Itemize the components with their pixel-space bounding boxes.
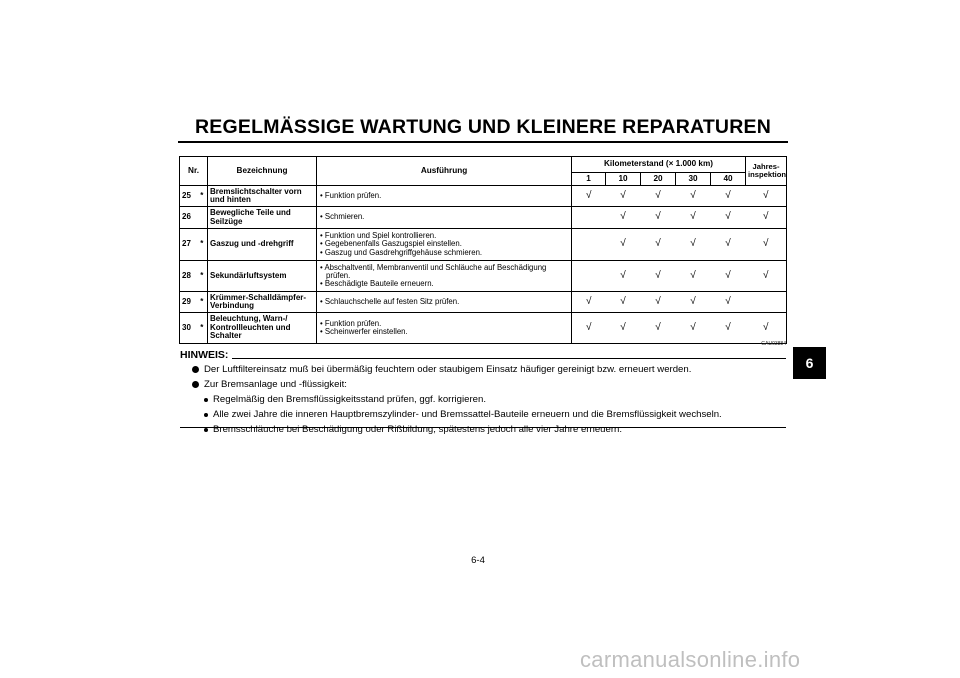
check-cell: √: [641, 261, 676, 292]
check-cell: √: [746, 207, 787, 229]
row-number: 29: [180, 292, 197, 313]
check-cell: √: [641, 229, 676, 261]
header-nr: Nr.: [180, 157, 208, 186]
check-cell: √: [641, 186, 676, 207]
watermark: carmanualsonline.info: [580, 647, 801, 672]
check-cell: √: [676, 313, 711, 344]
check-cell: √: [641, 292, 676, 313]
check-cell: [746, 292, 787, 313]
row-name: Sekundärluftsystem: [208, 261, 317, 292]
note-text: Der Luftfiltereinsatz muß bei übermäßig feuchtem oder staubigem Einsatz häufiger gereinigt bzw. erneuert werden.: [204, 364, 692, 375]
small-bullet-icon: [204, 398, 208, 402]
small-bullet-icon: [204, 413, 208, 417]
header-km-10: 10: [606, 173, 641, 186]
header-km-1: 1: [572, 173, 606, 186]
row-star: [197, 207, 208, 229]
check-cell: √: [711, 261, 746, 292]
check-cell: √: [746, 261, 787, 292]
check-cell: √: [606, 292, 641, 313]
row-action: [317, 313, 572, 344]
header-km-40: 40: [711, 173, 746, 186]
note-subitem: [180, 407, 786, 422]
action-line: • Gaszug und Gasdrehgriffgehäuse schmieren.: [320, 247, 483, 257]
note-item: [180, 362, 786, 377]
check-cell: √: [606, 229, 641, 261]
check-cell: √: [676, 229, 711, 261]
table-row: [180, 261, 787, 292]
check-cell: √: [641, 313, 676, 344]
note-item: [180, 377, 786, 392]
notes-header: [180, 349, 786, 362]
row-star: *: [197, 292, 208, 313]
header-name: Bezeichnung: [208, 157, 317, 186]
check-cell: √: [676, 292, 711, 313]
action-line: • Funktion prüfen.: [320, 190, 382, 200]
table-row: [180, 292, 787, 313]
row-name: Krümmer-Schalldämpfer-Verbindung: [208, 292, 317, 313]
check-cell: √: [572, 186, 606, 207]
notes-label: HINWEIS:: [180, 349, 232, 361]
action-line: • Abschaltventil, Membranventil und Schläuche auf Beschädigung prüfen.: [320, 262, 547, 280]
title-rule: [178, 141, 788, 143]
table-row: [180, 186, 787, 207]
row-action: [317, 229, 572, 261]
row-action: [317, 207, 572, 229]
check-cell: √: [711, 207, 746, 229]
section-tab: 6: [793, 347, 826, 379]
note-text: Bremsschläuche bei Beschädigung oder Rißbildung, spätestens jedoch alle vier Jahre erneuern.: [213, 424, 623, 435]
header-km: Kilometerstand (× 1.000 km): [572, 157, 746, 173]
check-cell: √: [676, 261, 711, 292]
row-number: 26: [180, 207, 197, 229]
row-number: 25: [180, 186, 197, 207]
check-cell: √: [606, 207, 641, 229]
check-cell: √: [746, 186, 787, 207]
row-star: *: [197, 313, 208, 344]
header-action: Ausführung: [317, 157, 572, 186]
table-row: [180, 313, 787, 344]
page-number: 6-4: [471, 555, 485, 566]
check-cell: √: [711, 229, 746, 261]
maintenance-table: [179, 156, 787, 344]
check-cell: [572, 261, 606, 292]
check-cell: √: [572, 313, 606, 344]
check-cell: √: [676, 207, 711, 229]
notes-section: [180, 349, 786, 437]
row-action: [317, 186, 572, 207]
check-cell: √: [606, 186, 641, 207]
notes-end-rule: [180, 427, 786, 428]
small-bullet-icon: [204, 428, 208, 432]
check-cell: √: [606, 261, 641, 292]
check-cell: √: [572, 292, 606, 313]
check-cell: √: [711, 186, 746, 207]
note-text: Regelmäßig den Bremsflüssigkeitsstand prüfen, ggf. korrigieren.: [213, 394, 487, 405]
note-text: Alle zwei Jahre die inneren Hauptbremszylinder- und Bremssattel-Bauteile erneuern und die Bremsflüssigkeit wechseln.: [213, 409, 722, 420]
note-text: Zur Bremsanlage und -flüssigkeit:: [204, 379, 347, 390]
row-star: *: [197, 261, 208, 292]
page-title: REGELMÄSSIGE WARTUNG UND KLEINERE REPARATUREN: [195, 116, 771, 138]
row-name: Beleuchtung, Warn-/ Kontrollleuchten und Schalter: [208, 313, 317, 344]
check-cell: √: [746, 229, 787, 261]
action-line: • Schlauchschelle auf festen Sitz prüfen.: [320, 296, 460, 306]
row-number: 27: [180, 229, 197, 261]
check-cell: √: [676, 186, 711, 207]
check-cell: √: [641, 207, 676, 229]
row-action: [317, 292, 572, 313]
check-cell: [572, 207, 606, 229]
action-line: • Gegebenenfalls Gaszugspiel einstellen.: [320, 239, 462, 249]
row-number: 28: [180, 261, 197, 292]
check-cell: √: [711, 292, 746, 313]
check-cell: √: [711, 313, 746, 344]
action-line: • Funktion und Spiel kontrollieren.: [320, 231, 437, 241]
action-line: • Funktion prüfen.: [320, 318, 382, 328]
notes-rule: [180, 358, 786, 359]
row-action: [317, 261, 572, 292]
check-cell: √: [606, 313, 641, 344]
header-year: Jahres- inspektion: [746, 157, 787, 186]
row-name: Gaszug und -drehgriff: [208, 229, 317, 261]
note-subitem: [180, 422, 786, 437]
bullet-icon: [192, 366, 199, 373]
note-subitem: [180, 392, 786, 407]
table-row: [180, 207, 787, 229]
table-row: [180, 229, 787, 261]
check-cell: [572, 229, 606, 261]
action-line: • Beschädigte Bauteile erneuern.: [320, 279, 434, 289]
bullet-icon: [192, 381, 199, 388]
row-name: Bewegliche Teile und Seilzüge: [208, 207, 317, 229]
row-star: *: [197, 229, 208, 261]
document-code: GAU03884: [761, 341, 786, 347]
check-cell: √: [746, 313, 787, 344]
row-name: Bremslichtschalter vorn und hinten: [208, 186, 317, 207]
action-line: • Schmieren.: [320, 212, 365, 222]
action-line: • Scheinwerfer einstellen.: [320, 327, 408, 336]
header-km-30: 30: [676, 173, 711, 186]
row-star: *: [197, 186, 208, 207]
header-km-20: 20: [641, 173, 676, 186]
row-number: 30: [180, 313, 197, 344]
